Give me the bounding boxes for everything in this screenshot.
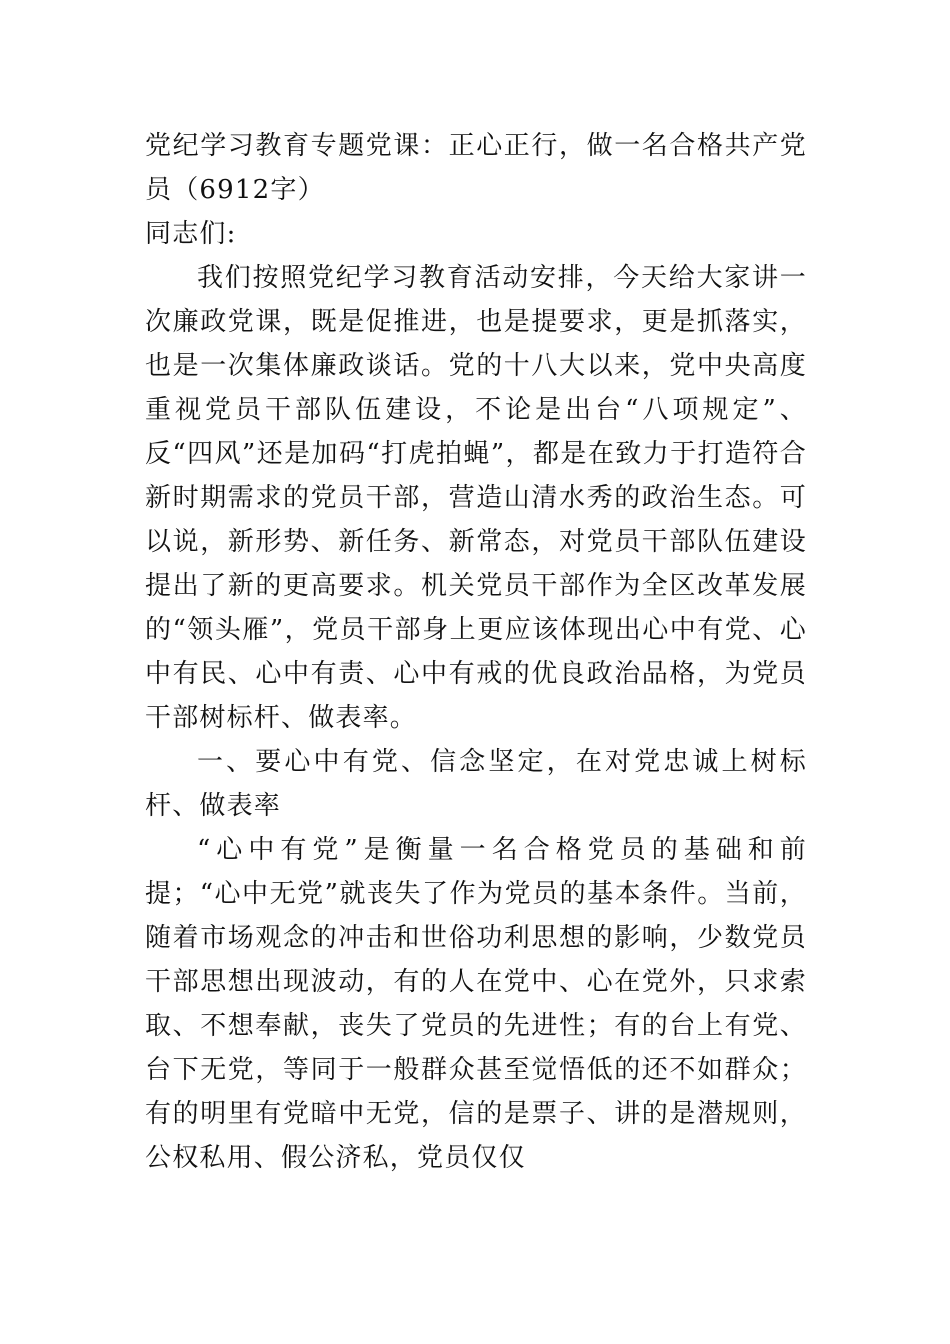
section-heading-1: 一、要心中有党、信念坚定，在对党忠诚上树标杆、做表率	[145, 747, 807, 821]
document-body	[145, 124, 807, 1180]
document-title: 党纪学习教育专题党课：正心正行，做一名合格共产党员（6912字）	[145, 131, 807, 205]
paragraph-intro: 我们按照党纪学习教育活动安排，今天给大家讲一次廉政党课，既是促推进，也是提要求，更是抓落实，也是一次集体廉政谈话。党的十八大以来，党中央高度重视党员干部队伍建设，不论是出台“八项规定”、反“四风”还是加码“打虎拍蝇”，都是在致力于打造符合新时期需求的党员干部，营造山清水秀的政治生态。可以说，新形势、新任务、新常态，对党员干部队伍建设提出了新的更高要求。机关党员干部作为全区改革发展的“领头雁”，党员干部身上更应该体现出心中有党、心中有民、心中有责、心中有戒的优良政治品格，为党员干部树标杆、做表率。	[145, 263, 807, 733]
paragraph-section-1: “心中有党”是衡量一名合格党员的基础和前提；“心中无党”就丧失了作为党员的基本条件。当前，随着市场观念的冲击和世俗功利思想的影响，少数党员干部思想出现波动，有的人在党中、心在党外，只求索取、不想奉献，丧失了党员的先进性；有的台上有党、台下无党，等同于一般群众甚至觉悟低的还不如群众；有的明里有党暗中无党，信的是票子、讲的是潜规则，公权私用、假公济私，党员仅仅	[145, 835, 807, 1173]
salutation: 同志们:	[145, 219, 237, 249]
